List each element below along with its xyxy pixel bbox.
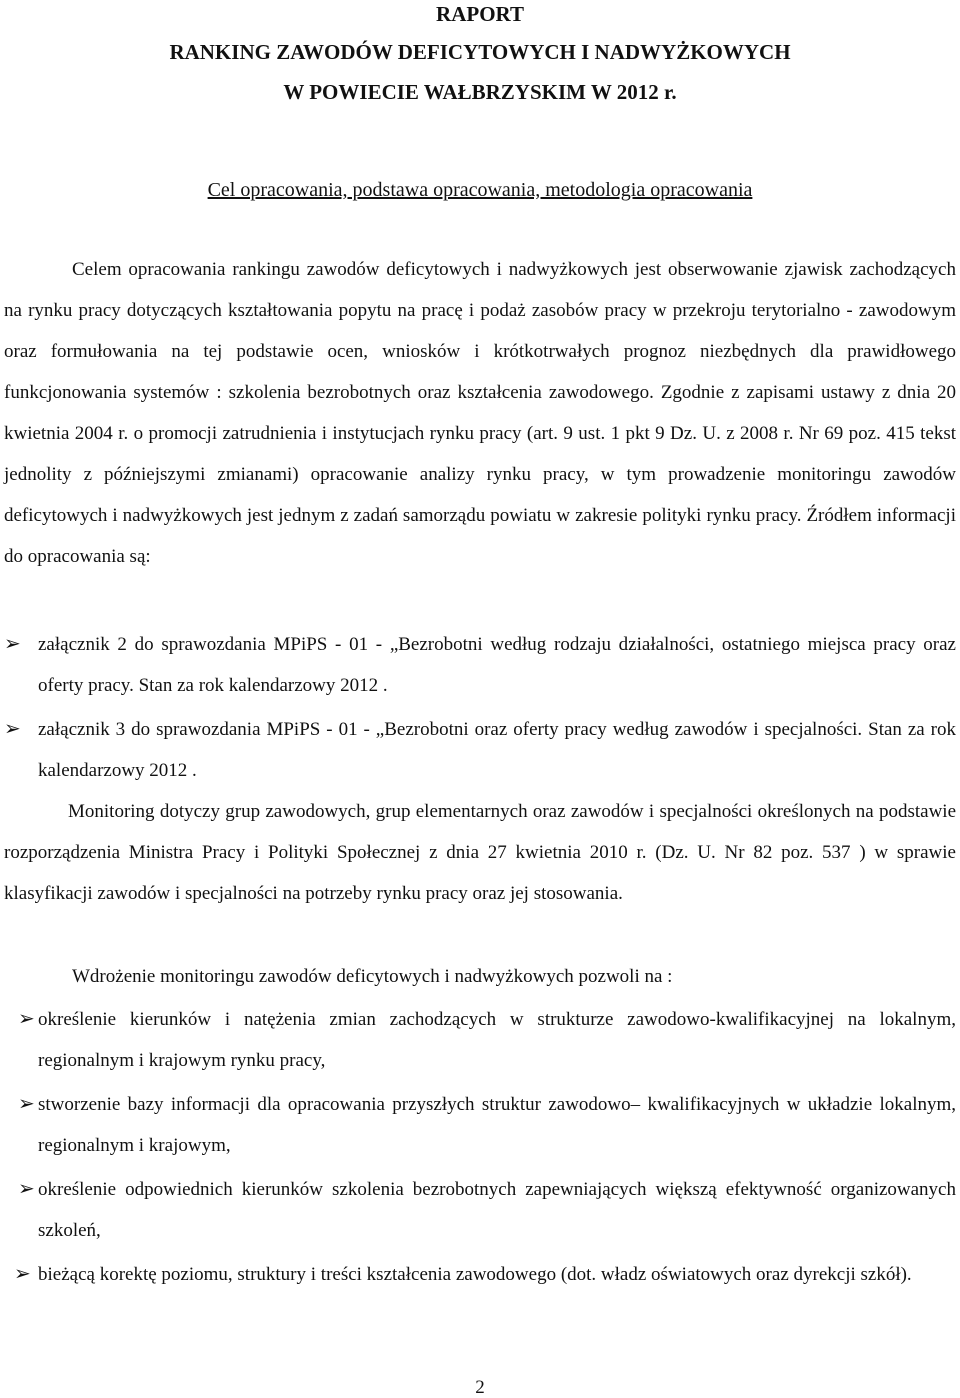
arrow-bullet-icon: ➢	[14, 1261, 31, 1285]
intro-paragraph: Celem opracowania rankingu zawodów deficytowych i nadwyżkowych jest obserwowanie zjawisk zachodzących na rynku pracy dotyczących kształtowania popytu na pracę i podaż zasobów pracy w przekroju terytorialno - zawodowym oraz formułowania na tej podstawie ocen, wniosków i krótkotrwałych prognoz niezbędnych dla prawidłowego funkcjonowania systemów : szkolenia bezrobotnych oraz kształcenia zawodowego. Zgodnie z zapisami ustawy z dnia 20 kwietnia 2004 r. o promocji zatrudnienia i instytucjach rynku pracy (art. 9 ust. 1 pkt 9 Dz. U. z 2008 r. Nr 69 poz. 415 tekst jednolity z późniejszymi zmianami) opracowanie analizy rynku pracy, w tym prowadzenie monitoringu zawodów deficytowych i nadwyżkowych jest jednym z zadań samorządu powiatu w zakresie polityki rynku pracy. Źródłem informacji do opracowania są:	[4, 259, 956, 567]
sources-list	[4, 623, 956, 793]
report-title: RANKING ZAWODÓW DEFICYTOWYCH I NADWYŻKOWYCH	[169, 40, 791, 64]
implementation-intro: Wdrożenie monitoringu zawodów deficytowych i nadwyżkowych pozwoli na :	[72, 966, 673, 987]
monitoring-paragraph: Monitoring dotyczy grup zawodowych, grup elementarnych oraz zawodów i specjalności określonych na podstawie rozporządzenia Ministra Pracy i Polityki Społecznej z dnia 27 kwietnia 2010 r. (Dz. U. Nr 82 poz. 537 ) w sprawie klasyfikacji zawodów i specjalności na potrzeby rynku pracy oraz jej stosowania.	[4, 801, 956, 904]
arrow-bullet-icon: ➢	[18, 1176, 35, 1200]
list-item: ➢ stworzenie bazy informacji dla opracowania przyszłych struktur zawodowo– kwalifikacyjnych w układzie lokalnym, regionalnym i krajowym,	[38, 1083, 956, 1166]
benefits-list	[14, 998, 956, 1297]
list-item: ➢ załącznik 3 do sprawozdania MPiPS - 01 - „Bezrobotni oraz oferty pracy według zawodów i specjalności. Stan za rok kalendarzowy 2012 .	[38, 708, 956, 791]
arrow-bullet-icon: ➢	[4, 716, 21, 740]
report-label: RAPORT	[436, 2, 524, 26]
arrow-bullet-icon: ➢	[18, 1091, 35, 1115]
page-number: 2	[475, 1377, 485, 1398]
section-title: Cel opracowania, podstawa opracowania, metodologia opracowania	[207, 179, 753, 201]
arrow-bullet-icon: ➢	[18, 1006, 35, 1030]
list-item: ➢ bieżącą korektę poziomu, struktury i treści kształcenia zawodowego (dot. władz oświatowych oraz dyrekcji szkół).	[38, 1253, 956, 1295]
report-subtitle: W POWIECIE WAŁBRZYSKIM W 2012 r.	[283, 80, 677, 104]
list-item: ➢ określenie kierunków i natężenia zmian zachodzących w strukturze zawodowo-kwalifikacyjnej na lokalnym, regionalnym i krajowym rynku pracy,	[38, 998, 956, 1081]
arrow-bullet-icon: ➢	[4, 631, 21, 655]
list-item: ➢ załącznik 2 do sprawozdania MPiPS - 01 - „Bezrobotni według rodzaju działalności, ostatniego miejsca pracy oraz oferty pracy. Stan za rok kalendarzowy 2012 .	[38, 623, 956, 706]
list-item: ➢ określenie odpowiednich kierunków szkolenia bezrobotnych zapewniających większą efektywność organizowanych szkoleń,	[38, 1168, 956, 1251]
